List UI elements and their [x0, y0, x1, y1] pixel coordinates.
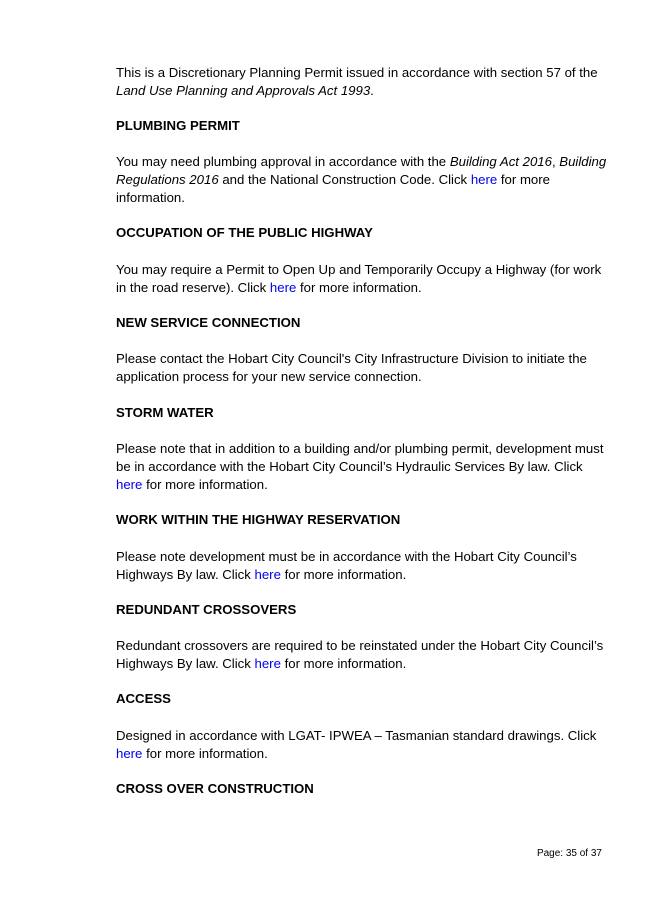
plumbing-here-link[interactable]: here: [470, 172, 498, 187]
highway-heading: WORK WITHIN THE HIGHWAY RESERVATION: [116, 512, 401, 527]
plumbing-heading: PLUMBING PERMIT: [116, 118, 240, 133]
highway-here-link[interactable]: here: [254, 567, 281, 582]
plumbing-sep: ,: [551, 154, 560, 169]
intro-text: This is a Discretionary Planning Permit issued in accordance with section 57 of the: [116, 65, 598, 80]
plumbing-text-mid: and the National Construction Code. Click: [218, 172, 471, 187]
stormwater-heading: STORM WATER: [116, 405, 214, 420]
occupation-paragraph: [116, 261, 608, 297]
occupation-text: You may require a Permit to Open Up and Temporarily Occupy a Highway (for work in the road reserve). Click: [116, 262, 602, 295]
crossovers-text: Redundant crossovers are required to be reinstated under the Hobart City Council’s Highways By law. Click: [116, 638, 604, 671]
building-act-title: Building Act 2016: [449, 154, 552, 169]
stormwater-text-end: for more information.: [142, 477, 268, 492]
building-regulations-title: Building Regulations 2016: [116, 154, 607, 187]
service-paragraph: Please contact the Hobart City Council's City Infrastructure Division to initiate the application process for your new service connection.: [116, 351, 587, 384]
stormwater-text: Please note that in addition to a building and/or plumbing permit, development must be in accordance with the Hobart City Council’s Hydraulic Services By law. Click: [116, 441, 604, 474]
crossovers-here-link[interactable]: here: [254, 656, 281, 671]
plumbing-text-end: for more information.: [116, 172, 550, 205]
intro-act-title: Land Use Planning and Approvals Act 1993: [116, 83, 371, 98]
stormwater-paragraph: [116, 440, 608, 494]
crossovers-heading: REDUNDANT CROSSOVERS: [116, 602, 297, 617]
intro-paragraph: [116, 64, 608, 100]
occupation-text-end: for more information.: [296, 280, 422, 295]
service-heading: NEW SERVICE CONNECTION: [116, 315, 301, 330]
plumbing-paragraph: [116, 153, 608, 207]
crossovers-text-end: for more information.: [280, 656, 407, 671]
access-paragraph: [116, 727, 608, 763]
access-heading: ACCESS: [116, 691, 171, 706]
occupation-heading: OCCUPATION OF THE PUBLIC HIGHWAY: [116, 225, 373, 240]
page-number: Page: 35 of 37: [536, 848, 602, 859]
stormwater-here-link[interactable]: here: [116, 477, 143, 492]
access-text: Designed in accordance with LGAT- IPWEA – Tasmanian standard drawings. Click: [116, 728, 597, 743]
crossovers-paragraph: [116, 637, 608, 673]
occupation-here-link[interactable]: here: [269, 280, 297, 295]
construction-heading: CROSS OVER CONSTRUCTION: [116, 781, 314, 796]
highway-paragraph: [116, 548, 608, 584]
intro-text-end: .: [370, 83, 374, 98]
highway-text: Please note development must be in accordance with the Hobart City Council’s Highways By law. Click: [116, 549, 577, 582]
access-here-link[interactable]: here: [116, 746, 143, 761]
highway-text-end: for more information.: [280, 567, 407, 582]
plumbing-text: You may need plumbing approval in accordance with the: [116, 154, 450, 169]
access-text-end: for more information.: [142, 746, 268, 761]
